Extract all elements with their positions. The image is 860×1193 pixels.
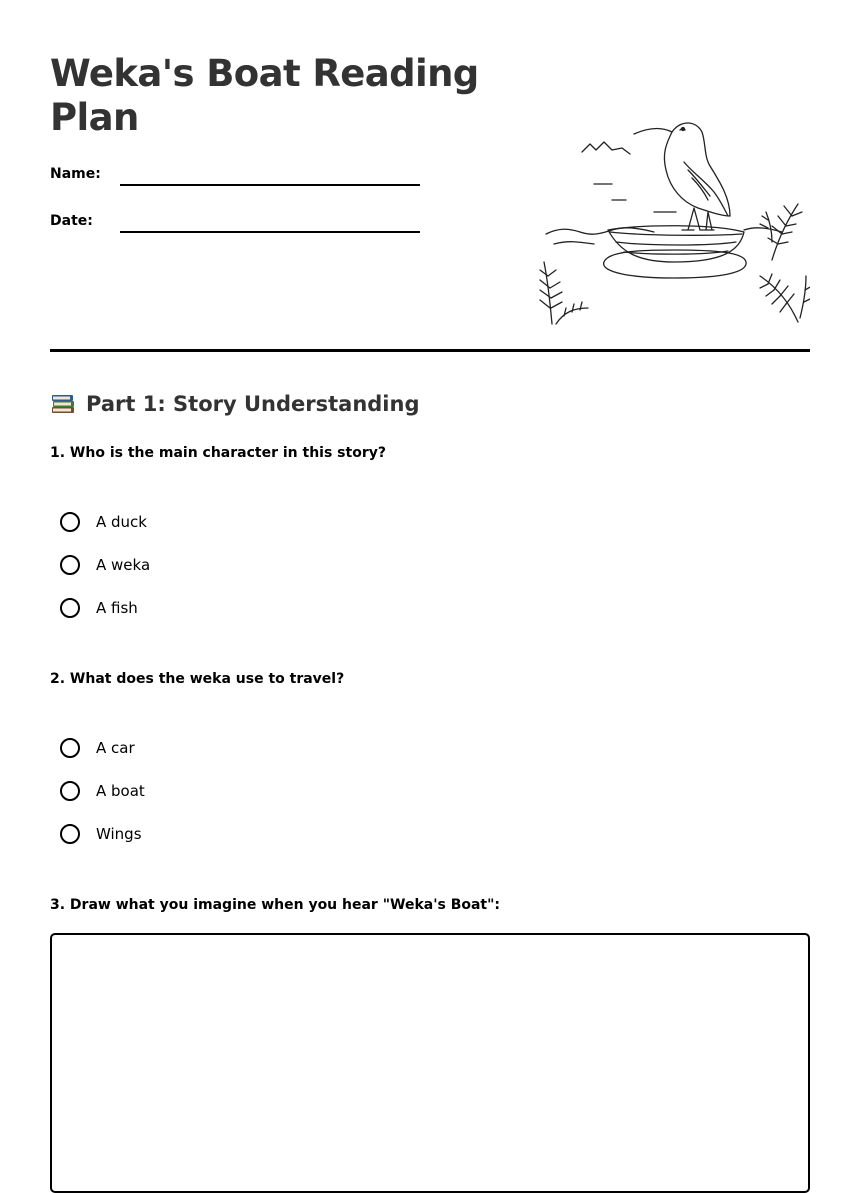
weka-boat-illustration: [534, 112, 810, 332]
option-q2-a-boat[interactable]: [60, 779, 145, 803]
name-field[interactable]: [50, 166, 420, 190]
option-q2-wings[interactable]: [60, 822, 142, 846]
radio-button[interactable]: [60, 598, 80, 618]
section-title-part1: [50, 388, 419, 420]
header-divider: [50, 349, 810, 352]
name-line[interactable]: [120, 184, 420, 186]
option-label: Wings: [96, 825, 142, 843]
drawing-box[interactable]: [50, 933, 810, 1193]
date-field[interactable]: [50, 213, 420, 237]
option-q1-a-duck[interactable]: [60, 510, 147, 534]
date-label: Date:: [50, 213, 93, 229]
option-q1-a-fish[interactable]: [60, 596, 138, 620]
radio-button[interactable]: [60, 824, 80, 844]
option-label: A fish: [96, 599, 138, 617]
radio-button[interactable]: [60, 738, 80, 758]
radio-button[interactable]: [60, 555, 80, 575]
date-line[interactable]: [120, 231, 420, 233]
question-3: 3. Draw what you imagine when you hear "Weka's Boat":: [50, 897, 501, 913]
page-title: Weka's Boat Reading Plan: [50, 52, 479, 139]
option-q2-a-car[interactable]: [60, 736, 135, 760]
name-label: Name:: [50, 166, 101, 182]
question-2: 2. What does the weka use to travel?: [50, 671, 345, 687]
option-label: A boat: [96, 782, 145, 800]
option-label: A car: [96, 739, 135, 757]
question-1: 1. Who is the main character in this story?: [50, 445, 386, 461]
option-label: A weka: [96, 556, 151, 574]
option-label: A duck: [96, 513, 147, 531]
section-title-text: Part 1: Story Understanding: [86, 392, 420, 416]
option-q1-a-weka[interactable]: [60, 553, 150, 577]
radio-button[interactable]: [60, 512, 80, 532]
books-icon: [50, 391, 76, 417]
radio-button[interactable]: [60, 781, 80, 801]
